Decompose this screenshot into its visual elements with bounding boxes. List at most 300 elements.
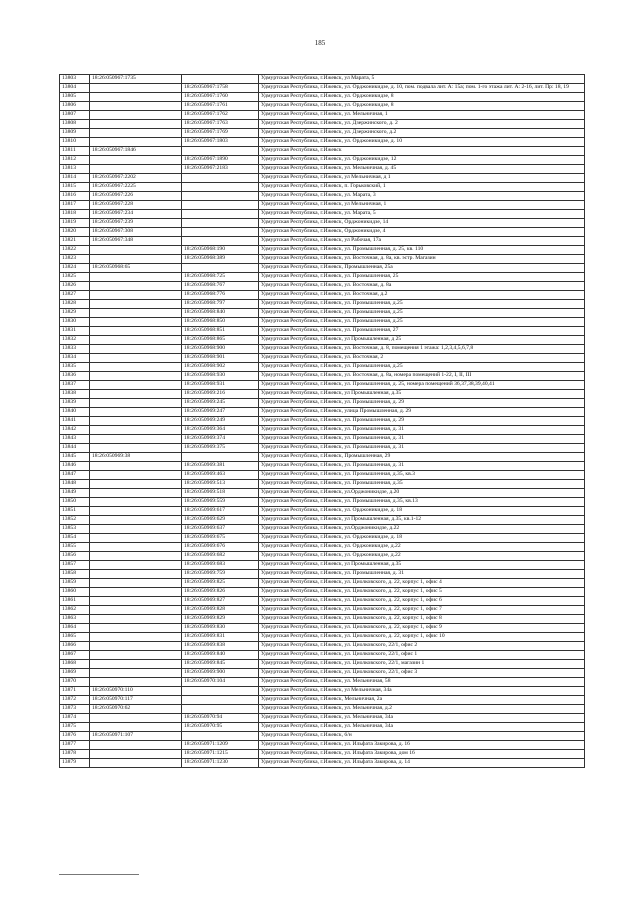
- land-cadastral-number-cell: [90, 624, 182, 633]
- table-row: [60, 345, 585, 354]
- table-row: [60, 156, 585, 165]
- building-cadastral-number-cell: 18:26:050969:900: [182, 669, 259, 678]
- address-cell: Удмуртская Республика, г.Ижевск, ул. Дзержинского, д. 2: [259, 120, 585, 129]
- table-row: [60, 615, 585, 624]
- building-cadastral-number-cell: 18:26:050969:216: [182, 390, 259, 399]
- address-cell: Удмуртская Республика, г.Ижевск, ул. Мельничная, 58: [259, 678, 585, 687]
- record-number-cell: 13806: [60, 102, 90, 111]
- table-row: [60, 651, 585, 660]
- building-cadastral-number-cell: 18:26:050967:2183: [182, 165, 259, 174]
- address-cell: Удмуртская Республика, г.Ижевск, ул. Промышленная, д. 31: [259, 426, 585, 435]
- address-cell: Удмуртская Республика, г.Ижевск, ул. Промышленная, д.35: [259, 480, 585, 489]
- building-cadastral-number-cell: 18:26:050968:900: [182, 345, 259, 354]
- address-cell: Удмуртская Республика, г.Ижевск, ул. Восточная, 2: [259, 354, 585, 363]
- land-cadastral-number-cell: [90, 561, 182, 570]
- building-cadastral-number-cell: [182, 732, 259, 741]
- record-number-cell: 13863: [60, 615, 90, 624]
- building-cadastral-number-cell: 18:26:050970:104: [182, 678, 259, 687]
- land-cadastral-number-cell: [90, 111, 182, 120]
- address-cell: Удмуртская Республика, г.Ижевск, ул. Промышленная, 25: [259, 273, 585, 282]
- record-number-cell: 13847: [60, 471, 90, 480]
- record-number-cell: 13844: [60, 444, 90, 453]
- land-cadastral-number-cell: [90, 327, 182, 336]
- address-cell: Удмуртская Республика, г.Ижевск, ул. Циолковского, д. 22, корпус 1, офис 8: [259, 615, 585, 624]
- land-cadastral-number-cell: [90, 633, 182, 642]
- building-cadastral-number-cell: 18:26:050969:513: [182, 480, 259, 489]
- address-cell: Удмуртская Республика, г.Ижевск, ул. Циолковского, д. 22, корпус 1, офис 10: [259, 633, 585, 642]
- land-cadastral-number-cell: 18:26:050970:110: [90, 687, 182, 696]
- land-cadastral-number-cell: [90, 381, 182, 390]
- building-cadastral-number-cell: 18:26:050969:364: [182, 426, 259, 435]
- address-cell: Удмуртская Республика, г.Ижевск, ул. Марата, 3: [259, 192, 585, 201]
- table-row: [60, 624, 585, 633]
- building-cadastral-number-cell: 18:26:050969:759: [182, 570, 259, 579]
- address-cell: Удмуртская Республика, г.Ижевск, ул. Промышленная, д. 31: [259, 462, 585, 471]
- record-number-cell: 13866: [60, 642, 90, 651]
- page-number: 185: [314, 39, 326, 47]
- land-cadastral-number-cell: [90, 498, 182, 507]
- table-row: [60, 642, 585, 651]
- building-cadastral-number-cell: 18:26:050968:901: [182, 354, 259, 363]
- record-number-cell: 13810: [60, 138, 90, 147]
- building-cadastral-number-cell: [182, 687, 259, 696]
- address-cell: Удмуртская Республика, г.Ижевск, ул Промышленная, д.35, кв.1-12: [259, 516, 585, 525]
- land-cadastral-number-cell: [90, 507, 182, 516]
- address-cell: Удмуртская Республика, г.Ижевск, ул Рабочая, 17а: [259, 237, 585, 246]
- land-cadastral-number-cell: [90, 543, 182, 552]
- table-row: [60, 660, 585, 669]
- land-cadastral-number-cell: [90, 480, 182, 489]
- address-cell: Удмуртская Республика, г.Ижевск, ул. Орджоникидзе, д. 18: [259, 534, 585, 543]
- address-cell: Удмуртская Республика, г.Ижевск, ул. Орджоникидзе, 12: [259, 156, 585, 165]
- land-cadastral-number-cell: 18:26:050967:234: [90, 210, 182, 219]
- building-cadastral-number-cell: [182, 219, 259, 228]
- building-cadastral-number-cell: 18:26:050967:1763: [182, 120, 259, 129]
- record-number-cell: 13848: [60, 480, 90, 489]
- land-cadastral-number-cell: [90, 534, 182, 543]
- table-row: [60, 381, 585, 390]
- address-cell: Удмуртская Республика, г.Ижевск, ул. Восточная, д. 8а: [259, 282, 585, 291]
- address-cell: Удмуртская Республика, г.Ижевск, ул. Дзержинского, д.2: [259, 129, 585, 138]
- record-number-cell: 13840: [60, 408, 90, 417]
- building-cadastral-number-cell: 18:26:050969:845: [182, 660, 259, 669]
- building-cadastral-number-cell: 18:26:050969:463: [182, 471, 259, 480]
- table-row: [60, 444, 585, 453]
- record-number-cell: 13860: [60, 588, 90, 597]
- record-number-cell: 13825: [60, 273, 90, 282]
- building-cadastral-number-cell: 18:26:050969:245: [182, 399, 259, 408]
- building-cadastral-number-cell: 18:26:050969:629: [182, 516, 259, 525]
- address-cell: Удмуртская Республика, г.Ижевск, ул. Циолковского, 22/1, офис 2: [259, 642, 585, 651]
- land-cadastral-number-cell: 18:26:050969:38: [90, 453, 182, 462]
- address-cell: Удмуртская Республика, г.Ижевск, ул. Циолковского, д. 22, корпус 1, офис 5: [259, 588, 585, 597]
- land-cadastral-number-cell: [90, 417, 182, 426]
- record-number-cell: 13811: [60, 147, 90, 156]
- building-cadastral-number-cell: 18:26:050968:725: [182, 273, 259, 282]
- record-number-cell: 13878: [60, 750, 90, 759]
- building-cadastral-number-cell: 18:26:050968:930: [182, 372, 259, 381]
- land-cadastral-number-cell: [90, 714, 182, 723]
- building-cadastral-number-cell: 18:26:050968:850: [182, 318, 259, 327]
- address-cell: Удмуртская Республика, г.Ижевск, Мельничная, 2а: [259, 696, 585, 705]
- building-cadastral-number-cell: 18:26:050968:865: [182, 336, 259, 345]
- address-cell: Удмуртская Республика, г.Ижевск, ул. Ильфата Закирова, дом 16: [259, 750, 585, 759]
- address-cell: Удмуртская Республика, г.Ижевск, ул Мельничная, 34а: [259, 687, 585, 696]
- land-cadastral-number-cell: [90, 345, 182, 354]
- table-row: [60, 669, 585, 678]
- registry-table-body: [60, 75, 585, 768]
- table-row: [60, 633, 585, 642]
- address-cell: Удмуртская Республика, г.Ижевск, ул. Восточная, д.2: [259, 291, 585, 300]
- table-row: [60, 471, 585, 480]
- building-cadastral-number-cell: [182, 192, 259, 201]
- table-row: [60, 219, 585, 228]
- record-number-cell: 13821: [60, 237, 90, 246]
- record-number-cell: 13869: [60, 669, 90, 678]
- building-cadastral-number-cell: 18:26:050967:1762: [182, 111, 259, 120]
- table-row: [60, 102, 585, 111]
- building-cadastral-number-cell: 18:26:050968:902: [182, 363, 259, 372]
- record-number-cell: 13833: [60, 345, 90, 354]
- building-cadastral-number-cell: 18:26:050967:1760: [182, 93, 259, 102]
- address-cell: Удмуртская Республика, г.Ижевск, Промышленная, 29: [259, 453, 585, 462]
- land-cadastral-number-cell: [90, 471, 182, 480]
- table-row: [60, 327, 585, 336]
- table-row: [60, 228, 585, 237]
- land-cadastral-number-cell: 18:26:050967:348: [90, 237, 182, 246]
- building-cadastral-number-cell: [182, 696, 259, 705]
- record-number-cell: 13861: [60, 597, 90, 606]
- table-row: [60, 462, 585, 471]
- table-row: [60, 390, 585, 399]
- record-number-cell: 13828: [60, 300, 90, 309]
- address-cell: Удмуртская Республика, г.Ижевск, улица Промышленная, д. 29: [259, 408, 585, 417]
- record-number-cell: 13809: [60, 129, 90, 138]
- address-cell: Удмуртская Республика, г.Ижевск, ул Мельничная, 1: [259, 201, 585, 210]
- address-cell: Удмуртская Республика, г.Ижевск, ул. Промышленная, д.35, кв.3: [259, 471, 585, 480]
- building-cadastral-number-cell: 18:26:050971:1230: [182, 759, 259, 768]
- land-cadastral-number-cell: [90, 282, 182, 291]
- address-cell: Удмуртская Республика, г.Ижевск, ул. Мельничная, 34а: [259, 714, 585, 723]
- record-number-cell: 13816: [60, 192, 90, 201]
- table-row: [60, 165, 585, 174]
- land-cadastral-number-cell: [90, 750, 182, 759]
- table-row: [60, 678, 585, 687]
- land-cadastral-number-cell: 18:26:050967:226: [90, 192, 182, 201]
- record-number-cell: 13859: [60, 579, 90, 588]
- record-number-cell: 13858: [60, 570, 90, 579]
- record-number-cell: 13803: [60, 75, 90, 84]
- address-cell: Удмуртская Республика, г.Ижевск, ул.Орджоникидзе, д.20: [259, 489, 585, 498]
- record-number-cell: 13852: [60, 516, 90, 525]
- address-cell: Удмуртская Республика, г.Ижевск, ул Промышленная, д.35: [259, 390, 585, 399]
- table-row: [60, 453, 585, 462]
- address-cell: Удмуртская Республика, г.Ижевск, ул. Циолковского, д. 22, корпус 1, офис 7: [259, 606, 585, 615]
- table-row: [60, 696, 585, 705]
- land-cadastral-number-cell: 18:26:050970:62: [90, 705, 182, 714]
- table-row: [60, 507, 585, 516]
- address-cell: Удмуртская Республика, г.Ижевск, ул. Циолковского, 22/1, офис 3: [259, 669, 585, 678]
- address-cell: Удмуртская Республика, г.Ижевск, ул. Мельничная, д.2: [259, 705, 585, 714]
- table-row: [60, 282, 585, 291]
- address-cell: Удмуртская Республика, г.Ижевск: [259, 147, 585, 156]
- table-row: [60, 606, 585, 615]
- table-row: [60, 174, 585, 183]
- land-cadastral-number-cell: 18:26:050967:1735: [90, 75, 182, 84]
- table-row: [60, 84, 585, 93]
- address-cell: Удмуртская Республика, г.Ижевск, ул. Мельничная, д. 45: [259, 165, 585, 174]
- building-cadastral-number-cell: 18:26:050969:829: [182, 615, 259, 624]
- land-cadastral-number-cell: [90, 318, 182, 327]
- building-cadastral-number-cell: [182, 174, 259, 183]
- table-row: [60, 264, 585, 273]
- address-cell: Удмуртская Республика, г.Ижевск, ул.Орджоникидзе, д.22: [259, 525, 585, 534]
- record-number-cell: 13839: [60, 399, 90, 408]
- address-cell: Удмуртская Республика, г.Ижевск, ул. Циолковского, 22/1, магазин 1: [259, 660, 585, 669]
- land-cadastral-number-cell: 18:26:050968:65: [90, 264, 182, 273]
- record-number-cell: 13851: [60, 507, 90, 516]
- table-row: [60, 93, 585, 102]
- record-number-cell: 13864: [60, 624, 90, 633]
- building-cadastral-number-cell: 18:26:050967:1890: [182, 156, 259, 165]
- table-row: [60, 354, 585, 363]
- building-cadastral-number-cell: 18:26:050969:249: [182, 417, 259, 426]
- land-cadastral-number-cell: [90, 84, 182, 93]
- table-row: [60, 363, 585, 372]
- land-cadastral-number-cell: [90, 606, 182, 615]
- address-cell: Удмуртская Республика, г.Ижевск, ул. Циолковского, 22/1, офис 1: [259, 651, 585, 660]
- land-cadastral-number-cell: [90, 435, 182, 444]
- record-number-cell: 13845: [60, 453, 90, 462]
- record-number-cell: 13865: [60, 633, 90, 642]
- table-row: [60, 579, 585, 588]
- table-row: [60, 201, 585, 210]
- record-number-cell: 13876: [60, 732, 90, 741]
- table-row: [60, 498, 585, 507]
- building-cadastral-number-cell: 18:26:050968:776: [182, 291, 259, 300]
- record-number-cell: 13855: [60, 543, 90, 552]
- address-cell: Удмуртская Республика, г.Ижевск, ул. Промышленная, д. 31: [259, 444, 585, 453]
- land-cadastral-number-cell: [90, 399, 182, 408]
- building-cadastral-number-cell: 18:26:050971:1209: [182, 741, 259, 750]
- table-row: [60, 534, 585, 543]
- table-row: [60, 120, 585, 129]
- building-cadastral-number-cell: 18:26:050970:94: [182, 714, 259, 723]
- address-cell: Удмуртская Республика, г.Ижевск, ул. Восточная, д. 8а, кв. эстр. Магазин: [259, 255, 585, 264]
- building-cadastral-number-cell: [182, 75, 259, 84]
- land-cadastral-number-cell: 18:26:050967:2202: [90, 174, 182, 183]
- table-row: [60, 588, 585, 597]
- land-cadastral-number-cell: [90, 678, 182, 687]
- table-row: [60, 300, 585, 309]
- building-cadastral-number-cell: 18:26:050970:95: [182, 723, 259, 732]
- record-number-cell: 13867: [60, 651, 90, 660]
- address-cell: Удмуртская Республика, г.Ижевск, ул. Мельничная, 1: [259, 111, 585, 120]
- table-row: [60, 408, 585, 417]
- land-cadastral-number-cell: [90, 246, 182, 255]
- table-row: [60, 687, 585, 696]
- building-cadastral-number-cell: 18:26:050968:190: [182, 246, 259, 255]
- record-number-cell: 13854: [60, 534, 90, 543]
- building-cadastral-number-cell: [182, 147, 259, 156]
- table-row: [60, 417, 585, 426]
- building-cadastral-number-cell: 18:26:050968:797: [182, 300, 259, 309]
- land-cadastral-number-cell: [90, 444, 182, 453]
- table-row: [60, 714, 585, 723]
- record-number-cell: 13837: [60, 381, 90, 390]
- record-number-cell: 13829: [60, 309, 90, 318]
- record-number-cell: 13813: [60, 165, 90, 174]
- record-number-cell: 13808: [60, 120, 90, 129]
- land-cadastral-number-cell: [90, 165, 182, 174]
- land-cadastral-number-cell: [90, 615, 182, 624]
- record-number-cell: 13827: [60, 291, 90, 300]
- land-cadastral-number-cell: 18:26:050971:107: [90, 732, 182, 741]
- building-cadastral-number-cell: [182, 228, 259, 237]
- record-number-cell: 13807: [60, 111, 90, 120]
- table-row: [60, 561, 585, 570]
- record-number-cell: 13877: [60, 741, 90, 750]
- table-row: [60, 237, 585, 246]
- address-cell: Удмуртская Республика, г.Ижевск, ул. Циолковского, д. 22, корпус 1, офис 6: [259, 597, 585, 606]
- land-cadastral-number-cell: [90, 408, 182, 417]
- address-cell: Удмуртская Республика, г.Ижевск, ул. Орджоникидзе, д. 18: [259, 507, 585, 516]
- table-row: [60, 732, 585, 741]
- land-cadastral-number-cell: [90, 273, 182, 282]
- table-row: [60, 246, 585, 255]
- land-cadastral-number-cell: [90, 579, 182, 588]
- land-cadastral-number-cell: [90, 741, 182, 750]
- address-cell: Удмуртская Республика, г.Ижевск, ул. Орджоникидзе, 8: [259, 93, 585, 102]
- table-row: [60, 273, 585, 282]
- building-cadastral-number-cell: 18:26:050968:851: [182, 327, 259, 336]
- address-cell: Удмуртская Республика, г.Ижевск, ул Марата, 5: [259, 75, 585, 84]
- address-cell: Удмуртская Республика, г.Ижевск, ул. Орджоникидзе, д.22: [259, 552, 585, 561]
- table-row: [60, 525, 585, 534]
- address-cell: Удмуртская Республика, г.Ижевск, ул. Орджоникидзе, д.22: [259, 543, 585, 552]
- table-row: [60, 480, 585, 489]
- record-number-cell: 13824: [60, 264, 90, 273]
- building-cadastral-number-cell: 18:26:050969:381: [182, 462, 259, 471]
- address-cell: Удмуртская Республика, г.Ижевск, ул. Восточная, д. 8, помещения 1 этажа: 1,2,3,4,5,6,7,8: [259, 345, 585, 354]
- land-cadastral-number-cell: [90, 300, 182, 309]
- record-number-cell: 13875: [60, 723, 90, 732]
- land-cadastral-number-cell: [90, 390, 182, 399]
- table-row: [60, 489, 585, 498]
- land-cadastral-number-cell: 18:26:050967:228: [90, 201, 182, 210]
- land-cadastral-number-cell: [90, 552, 182, 561]
- land-cadastral-number-cell: [90, 156, 182, 165]
- address-cell: Удмуртская Республика, г.Ижевск, ул. Восточная, д. 8а, номера помещений 1-22, I, II, III: [259, 372, 585, 381]
- address-cell: Удмуртская Республика, г.Ижевск, ул. Промышленная, д. 29: [259, 417, 585, 426]
- building-cadastral-number-cell: 18:26:050968:389: [182, 255, 259, 264]
- land-cadastral-number-cell: [90, 426, 182, 435]
- land-cadastral-number-cell: [90, 759, 182, 768]
- address-cell: Удмуртская Республика, г.Ижевск, Орджоникидзе, 4: [259, 228, 585, 237]
- table-row: [60, 111, 585, 120]
- building-cadastral-number-cell: 18:26:050969:827: [182, 597, 259, 606]
- address-cell: Удмуртская Республика, г.Ижевск, ул. Орджоникидзе, д. 10: [259, 138, 585, 147]
- building-cadastral-number-cell: [182, 183, 259, 192]
- record-number-cell: 13817: [60, 201, 90, 210]
- address-cell: Удмуртская Республика, г.Ижевск, ул. Мельничная, 34а: [259, 723, 585, 732]
- building-cadastral-number-cell: [182, 201, 259, 210]
- record-number-cell: 13836: [60, 372, 90, 381]
- building-cadastral-number-cell: [182, 264, 259, 273]
- building-cadastral-number-cell: 18:26:050969:830: [182, 624, 259, 633]
- building-cadastral-number-cell: 18:26:050969:247: [182, 408, 259, 417]
- address-cell: Удмуртская Республика, г.Ижевск, Орджоникидзе, 14: [259, 219, 585, 228]
- land-cadastral-number-cell: [90, 336, 182, 345]
- land-cadastral-number-cell: [90, 255, 182, 264]
- building-cadastral-number-cell: 18:26:050969:518: [182, 489, 259, 498]
- table-row: [60, 543, 585, 552]
- table-row: [60, 741, 585, 750]
- record-number-cell: 13831: [60, 327, 90, 336]
- building-cadastral-number-cell: [182, 237, 259, 246]
- table-row: [60, 147, 585, 156]
- address-cell: Удмуртская Республика, г.Ижевск, ул. Орджоникидзе, д. 10, пом. подвала лит. А: 15а; пом. 1-го этажа лит. А: 2-16, лит. Пр: 18, 19: [259, 84, 585, 93]
- table-row: [60, 435, 585, 444]
- table-row: [60, 183, 585, 192]
- address-cell: Удмуртская Республика, г.Ижевск, ул. Промышленная, 27: [259, 327, 585, 336]
- table-row: [60, 255, 585, 264]
- land-cadastral-number-cell: 18:26:050967:308: [90, 228, 182, 237]
- address-cell: Удмуртская Республика, г.Ижевск, ул. Ильфата Закирова, д. 16: [259, 741, 585, 750]
- land-cadastral-number-cell: [90, 525, 182, 534]
- table-row: [60, 723, 585, 732]
- land-cadastral-number-cell: 18:26:050970:117: [90, 696, 182, 705]
- address-cell: Удмуртская Республика, г.Ижевск, ул. Промышленная, д. 31: [259, 570, 585, 579]
- land-cadastral-number-cell: 18:26:050967:1846: [90, 147, 182, 156]
- table-row: [60, 372, 585, 381]
- land-cadastral-number-cell: [90, 309, 182, 318]
- address-cell: Удмуртская Республика, г.Ижевск, ул. Промышленная, д. 25, кв. 110: [259, 246, 585, 255]
- land-cadastral-number-cell: [90, 354, 182, 363]
- address-cell: Удмуртская Республика, г.Ижевск, ул. Промышленная, д.25: [259, 363, 585, 372]
- land-cadastral-number-cell: [90, 642, 182, 651]
- building-cadastral-number-cell: 18:26:050969:825: [182, 579, 259, 588]
- table-row: [60, 129, 585, 138]
- land-cadastral-number-cell: [90, 588, 182, 597]
- land-cadastral-number-cell: [90, 570, 182, 579]
- record-number-cell: 13873: [60, 705, 90, 714]
- address-cell: Удмуртская Республика, г.Ижевск, Промышленная, 25а: [259, 264, 585, 273]
- building-cadastral-number-cell: 18:26:050968:767: [182, 282, 259, 291]
- table-row: [60, 552, 585, 561]
- table-row: [60, 336, 585, 345]
- land-cadastral-number-cell: [90, 723, 182, 732]
- land-cadastral-number-cell: [90, 516, 182, 525]
- record-number-cell: 13805: [60, 93, 90, 102]
- table-row: [60, 426, 585, 435]
- table-row: [60, 318, 585, 327]
- building-cadastral-number-cell: 18:26:050968:931: [182, 381, 259, 390]
- record-number-cell: 13856: [60, 552, 90, 561]
- land-cadastral-number-cell: [90, 93, 182, 102]
- address-cell: Удмуртская Республика, г.Ижевск, ул Мельничная, д 1: [259, 174, 585, 183]
- record-number-cell: 13868: [60, 660, 90, 669]
- building-cadastral-number-cell: 18:26:050967:1761: [182, 102, 259, 111]
- building-cadastral-number-cell: 18:26:050969:838: [182, 642, 259, 651]
- land-cadastral-number-cell: [90, 597, 182, 606]
- building-cadastral-number-cell: [182, 705, 259, 714]
- land-cadastral-number-cell: [90, 129, 182, 138]
- building-cadastral-number-cell: 18:26:050969:675: [182, 534, 259, 543]
- record-number-cell: 13872: [60, 696, 90, 705]
- building-cadastral-number-cell: 18:26:050969:828: [182, 606, 259, 615]
- record-number-cell: 13814: [60, 174, 90, 183]
